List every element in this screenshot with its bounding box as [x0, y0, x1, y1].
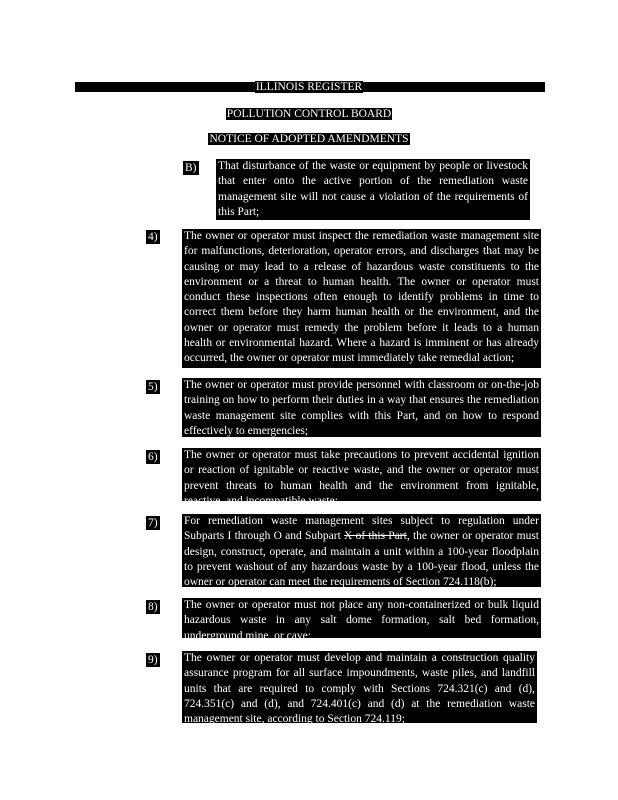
struck-text: X of this Part	[344, 530, 407, 543]
paragraph-item-5: The owner or operator must provide personnel with classroom or on-the-job training on how to perform their duties in a way that ensures the remediation waste management site complies with this Part, and on how to respond effectively to emergencies;	[184, 379, 539, 437]
paragraph-item-8: The owner or operator must not place any non-containerized or bulk liquid hazardous waste in any salt dome formation, salt bed formation, underground mine, or cave;	[184, 599, 539, 642]
item-number: 6)	[148, 451, 158, 463]
paragraph-item-6: The owner or operator must take precautions to prevent accidental ignition or reaction of ignitable or reactive waste, and the owner or operator must prevent threats to human health and the environment from ignitable, reactive, and incompatible waste;	[184, 449, 539, 507]
item-number: 5)	[148, 381, 158, 393]
paragraph-item-4: The owner or operator must inspect the remediation waste management site for malfunctions, deterioration, operator errors, and discharges that may be causing or may lead to a release of hazardous waste constituents to the environment or a threat to human health. The owner or operator must conduct these inspections often enough to identify problems in time to correct them before they harm human health or the environment, and the owner or operator must remedy the problem before it leads to a human health or environmental hazard. Where a hazard is imminent or has already occurred, the owner or operator must immediately take remedial action;	[182, 229, 541, 368]
item-number: B)	[185, 162, 197, 174]
paragraph-item-b: That disturbance of the waste or equipment by people or livestock that enter onto the active portion of the remediation waste management site will not cause a violation of the requirements of this Part;	[216, 159, 530, 220]
item-number: 9)	[148, 654, 158, 666]
board-title: POLLUTION CONTROL BOARD	[226, 108, 392, 120]
paragraph-item-7: For remediation waste management sites subject to regulation under Subparts I through O and Subpart X of this Part, the owner or operator must design, construct, operate, and maintain a unit within a 100-year floodplain to prevent washout of any hazardous waste by a 100-year flood, unless the owner or operator can meet the requirements of Section 724.118(b);	[184, 515, 539, 589]
paragraph-item-9: The owner or operator must develop and maintain a construction quality assurance program for all surface impoundments, waste piles, and landfill units that are required to comply with Sections 724.321(c) and (d), 724.351(c) and (d), and 724.401(c) and (d) at the remediation waste management site, according to Section 724.119;	[184, 652, 535, 726]
item-number: 7)	[148, 517, 158, 529]
item-number: 4)	[148, 231, 158, 243]
notice-title: NOTICE OF ADOPTED AMENDMENTS	[209, 133, 409, 145]
register-title: ILLINOIS REGISTER	[255, 81, 363, 93]
item-number: 8)	[148, 601, 158, 613]
